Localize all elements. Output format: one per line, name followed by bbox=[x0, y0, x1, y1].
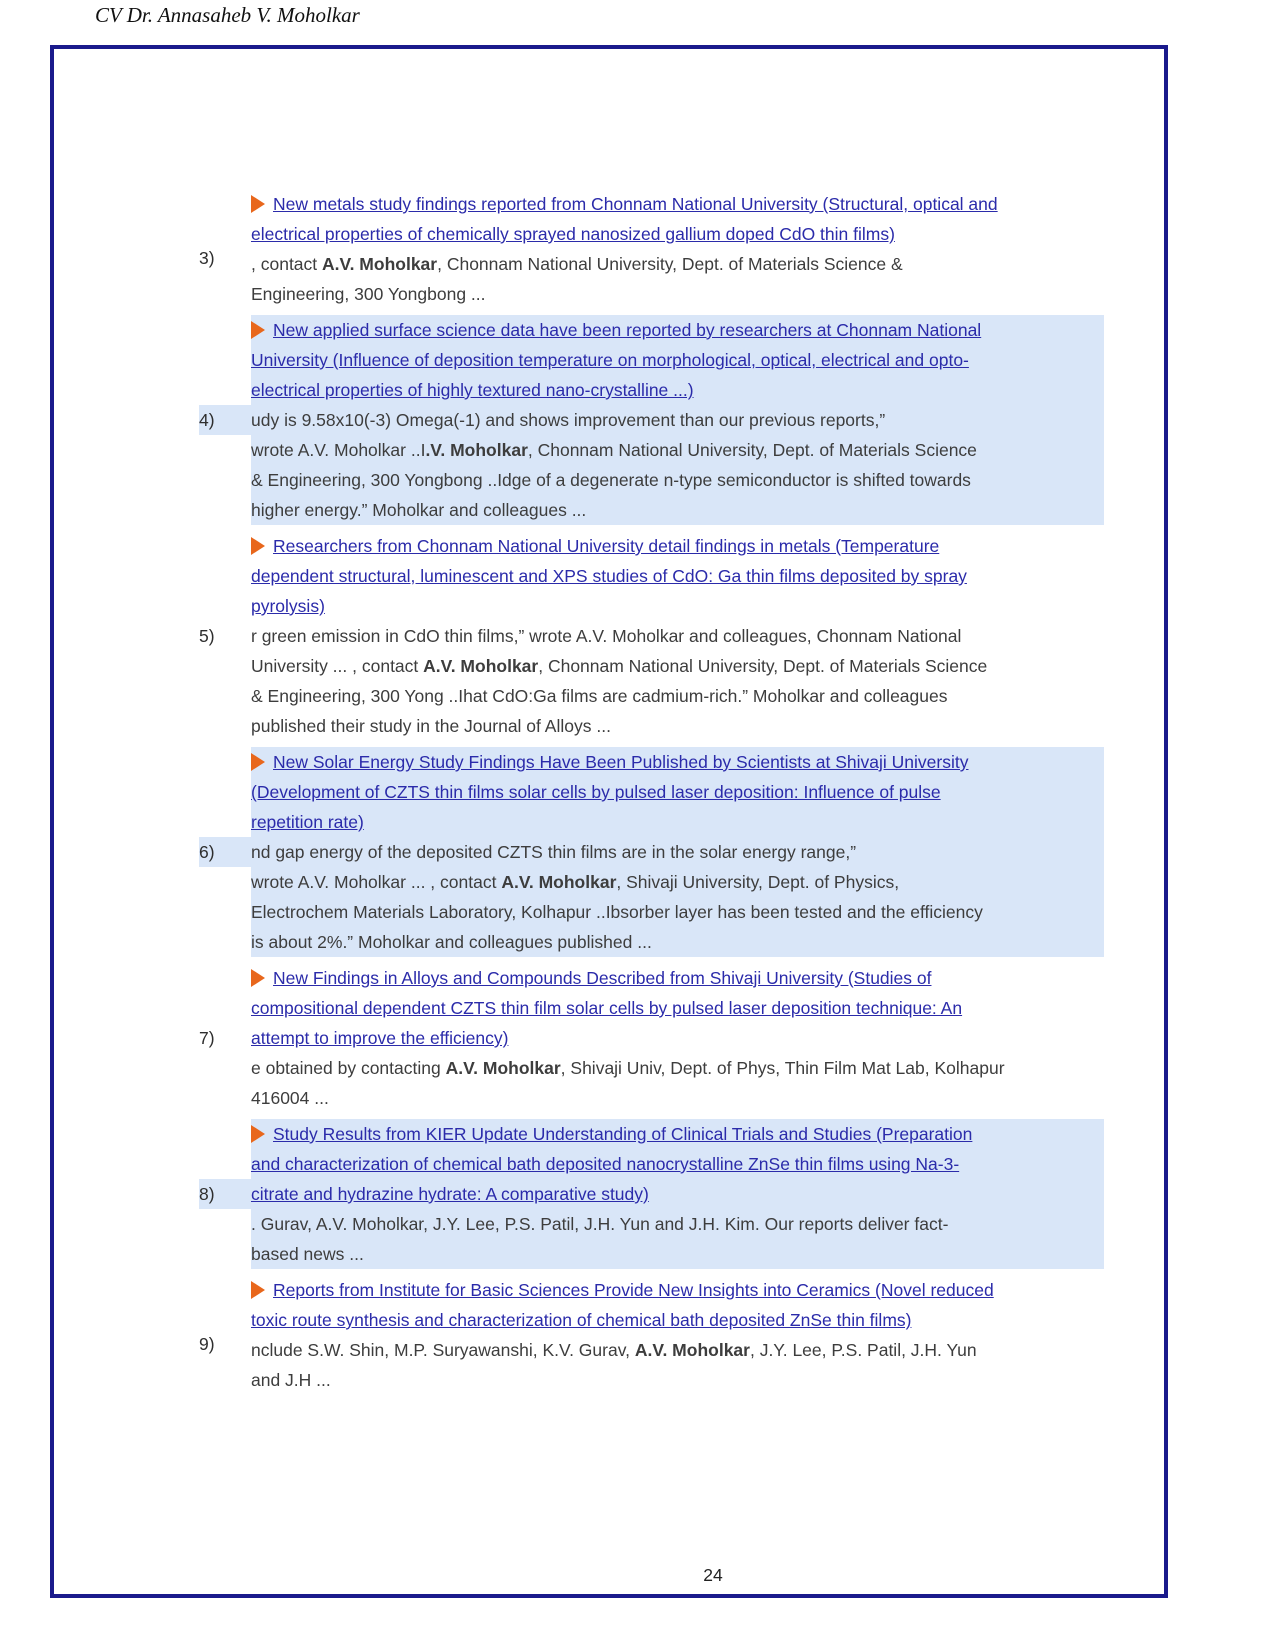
snippet-text: higher energy.” Moholkar and colleagues ... bbox=[251, 500, 587, 520]
news-headline-link[interactable]: University (Influence of deposition temperature on morphological, optical, electrical and opto- bbox=[251, 350, 969, 370]
news-headline-link[interactable]: repetition rate) bbox=[251, 812, 364, 832]
news-snippet-line bbox=[251, 1335, 1104, 1365]
news-headline-link[interactable]: compositional dependent CZTS thin film solar cells by pulsed laser deposition technique: An bbox=[251, 998, 963, 1018]
news-snippet-line bbox=[251, 1239, 1104, 1269]
list-item-number: 4) bbox=[199, 405, 251, 435]
snippet-text: , Chonnam National University, Dept. of Materials Science & bbox=[437, 254, 903, 274]
author-name-bold: A.V. Moholkar bbox=[501, 872, 617, 892]
snippet-text: wrote A.V. Moholkar ... , contact bbox=[251, 872, 502, 892]
news-headline-link[interactable]: Study Results from KIER Update Understanding of Clinical Trials and Studies (Preparation bbox=[273, 1124, 973, 1144]
list-item-number: 7) bbox=[199, 1028, 215, 1048]
snippet-text: . Gurav, A.V. Moholkar, J.Y. Lee, P.S. Patil, J.H. Yun and J.H. Kim. Our reports deliver fact- bbox=[251, 1214, 949, 1234]
headline-line bbox=[251, 375, 1104, 405]
headline-line bbox=[251, 189, 1104, 219]
bullet-arrow-icon bbox=[251, 969, 265, 987]
news-snippet-line bbox=[251, 435, 1104, 465]
list-item-number: 6) bbox=[199, 837, 251, 867]
news-item bbox=[199, 747, 1104, 957]
author-name-bold: A.V. Moholkar bbox=[634, 1340, 750, 1360]
news-snippet-line bbox=[251, 1053, 1104, 1083]
news-headline-link[interactable]: New Findings in Alloys and Compounds Described from Shivaji University (Studies of bbox=[273, 968, 932, 988]
news-headline-link[interactable]: New applied surface science data have been reported by researchers at Chonnam National bbox=[273, 320, 982, 340]
bullet-arrow-icon bbox=[251, 753, 265, 771]
headline-line bbox=[251, 531, 1104, 561]
content-border-box bbox=[50, 45, 1168, 1598]
news-headline-link[interactable]: Reports from Institute for Basic Sciences Provide New Insights into Ceramics (Novel reduced bbox=[273, 1280, 994, 1300]
snippet-text: & Engineering, 300 Yong ..Ihat CdO:Ga films are cadmium-rich.” Moholkar and colleagues bbox=[251, 686, 948, 706]
bullet-arrow-icon bbox=[251, 321, 265, 339]
news-headline-link[interactable]: New metals study findings reported from Chonnam National University (Structural, optical and bbox=[273, 194, 998, 214]
headline-line bbox=[251, 1305, 1104, 1335]
snippet-text: , Chonnam National University, Dept. of Materials Science bbox=[527, 440, 977, 460]
snippet-text: Electrochem Materials Laboratory, Kolhapur ..Ibsorber layer has been tested and the efficiency bbox=[251, 902, 983, 922]
snippet-text: is about 2%.” Moholkar and colleagues published ... bbox=[251, 932, 652, 952]
news-headline-link[interactable]: New Solar Energy Study Findings Have Been Published by Scientists at Shivaji University bbox=[273, 752, 969, 772]
snippet-text: wrote A.V. Moholkar ..I bbox=[251, 440, 426, 460]
snippet-text: based news ... bbox=[251, 1244, 364, 1264]
snippet-text: and J.H ... bbox=[251, 1370, 331, 1390]
news-headline-link[interactable]: and characterization of chemical bath deposited nanocrystalline ZnSe thin films using Na-3- bbox=[251, 1154, 960, 1174]
news-snippet-line bbox=[251, 651, 1104, 681]
news-snippet-line bbox=[251, 279, 1104, 309]
news-headline-link[interactable]: dependent structural, luminescent and XPS studies of CdO: Ga thin films deposited by spray bbox=[251, 566, 967, 586]
snippet-text: e obtained by contacting bbox=[251, 1058, 446, 1078]
news-headline-link[interactable]: (Development of CZTS thin films solar cells by pulsed laser deposition: Influence of pulse bbox=[251, 782, 941, 802]
author-name-bold: A.V. Moholkar bbox=[423, 656, 539, 676]
news-headline-link[interactable]: toxic route synthesis and characterization of chemical bath deposited ZnSe thin films) bbox=[251, 1310, 912, 1330]
author-name-bold: .V. Moholkar bbox=[425, 440, 528, 460]
headline-line bbox=[251, 315, 1104, 345]
news-snippet-line bbox=[251, 867, 1104, 897]
snippet-text: nd gap energy of the deposited CZTS thin films are in the solar energy range,” bbox=[251, 842, 857, 862]
news-snippet-line bbox=[251, 1365, 1104, 1395]
snippet-text: 416004 ... bbox=[251, 1088, 329, 1108]
headline-line bbox=[251, 777, 1104, 807]
snippet-text: nclude S.W. Shin, M.P. Suryawanshi, K.V. Gurav, bbox=[251, 1340, 635, 1360]
news-headline-link[interactable]: electrical properties of chemically sprayed nanosized gallium doped CdO thin films) bbox=[251, 224, 895, 244]
author-name-bold: A.V. Moholkar bbox=[445, 1058, 561, 1078]
snippet-text: udy is 9.58x10(-3) Omega(-1) and shows improvement than our previous reports,” bbox=[251, 410, 886, 430]
page-number: 24 bbox=[703, 1565, 723, 1585]
news-item bbox=[199, 1275, 1104, 1395]
news-item bbox=[199, 315, 1104, 525]
news-snippet-line bbox=[251, 711, 1104, 741]
headline-line bbox=[251, 219, 1104, 249]
news-snippet-line bbox=[251, 621, 1104, 651]
author-name-bold: A.V. Moholkar bbox=[322, 254, 438, 274]
news-snippet-line bbox=[251, 249, 1104, 279]
news-snippet-line bbox=[251, 837, 1104, 867]
headline-line bbox=[251, 963, 1104, 993]
news-snippet-line bbox=[251, 495, 1104, 525]
news-headline-link[interactable]: citrate and hydrazine hydrate: A comparative study) bbox=[251, 1184, 649, 1204]
headline-line bbox=[251, 1275, 1104, 1305]
headline-line bbox=[251, 591, 1104, 621]
bullet-arrow-icon bbox=[251, 195, 265, 213]
headline-line bbox=[251, 1023, 1104, 1053]
news-snippet-line bbox=[251, 897, 1104, 927]
snippet-text: & Engineering, 300 Yongbong ..Idge of a degenerate n-type semiconductor is shifted towards bbox=[251, 470, 971, 490]
news-snippet-line bbox=[251, 465, 1104, 495]
news-snippet-line bbox=[251, 1209, 1104, 1239]
headline-line bbox=[251, 345, 1104, 375]
list-item-number: 9) bbox=[199, 1334, 215, 1354]
snippet-text: , Shivaji Univ, Dept. of Phys, Thin Film Mat Lab, Kolhapur bbox=[560, 1058, 1005, 1078]
list-item-number: 3) bbox=[199, 248, 215, 268]
news-headline-link[interactable]: attempt to improve the efficiency) bbox=[251, 1028, 509, 1048]
bullet-arrow-icon bbox=[251, 1125, 265, 1143]
news-item bbox=[199, 531, 1104, 741]
headline-line bbox=[251, 1119, 1104, 1149]
headline-line bbox=[251, 561, 1104, 591]
snippet-text: Engineering, 300 Yongbong ... bbox=[251, 284, 486, 304]
news-item bbox=[199, 963, 1104, 1113]
page-header-title: CV Dr. Annasaheb V. Moholkar bbox=[95, 3, 360, 27]
news-item bbox=[199, 1119, 1104, 1269]
list-item-number: 5) bbox=[199, 626, 215, 646]
news-snippet-line bbox=[251, 927, 1104, 957]
bullet-arrow-icon bbox=[251, 537, 265, 555]
news-list bbox=[199, 189, 1104, 1401]
news-headline-link[interactable]: pyrolysis) bbox=[251, 596, 325, 616]
headline-line bbox=[251, 1179, 1104, 1209]
news-headline-link[interactable]: Researchers from Chonnam National University detail findings in metals (Temperature bbox=[273, 536, 940, 556]
headline-line bbox=[251, 807, 1104, 837]
snippet-text: , Shivaji University, Dept. of Physics, bbox=[616, 872, 900, 892]
list-item-number: 8) bbox=[199, 1179, 251, 1209]
news-snippet-line bbox=[251, 681, 1104, 711]
snippet-text: , Chonnam National University, Dept. of Materials Science bbox=[538, 656, 988, 676]
bullet-arrow-icon bbox=[251, 1281, 265, 1299]
snippet-text: , contact bbox=[251, 254, 323, 274]
news-snippet-line bbox=[251, 405, 1104, 435]
snippet-text: University ... , contact bbox=[251, 656, 424, 676]
snippet-text: , J.Y. Lee, P.S. Patil, J.H. Yun bbox=[749, 1340, 977, 1360]
headline-line bbox=[251, 1149, 1104, 1179]
snippet-text: published their study in the Journal of Alloys ... bbox=[251, 716, 611, 736]
snippet-text: r green emission in CdO thin films,” wrote A.V. Moholkar and colleagues, Chonnam National bbox=[251, 626, 962, 646]
news-item bbox=[199, 189, 1104, 309]
news-snippet-line bbox=[251, 1083, 1104, 1113]
headline-line bbox=[251, 993, 1104, 1023]
headline-line bbox=[251, 747, 1104, 777]
news-headline-link[interactable]: electrical properties of highly textured nano-crystalline ...) bbox=[251, 380, 694, 400]
